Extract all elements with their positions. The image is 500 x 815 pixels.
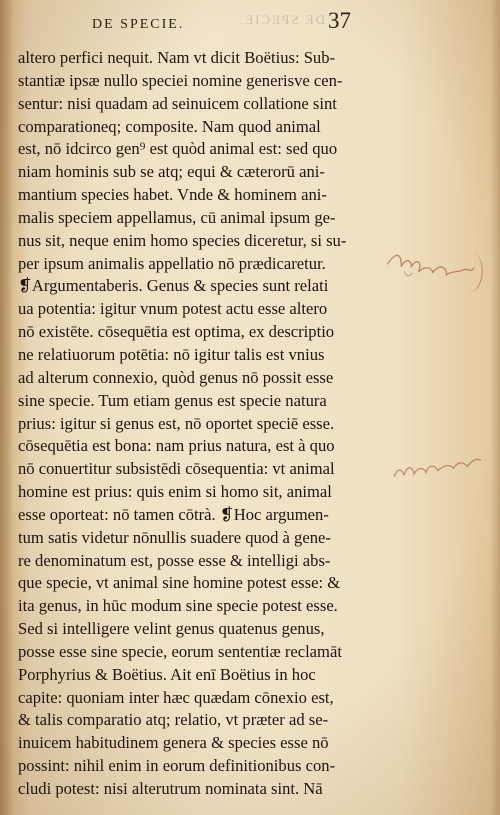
text-line: & talis comparatio atq; relatio, vt præter ad se- bbox=[18, 710, 329, 730]
page-header bbox=[0, 4, 500, 44]
text-line: inuicem habitudinem genera & species esse nō bbox=[18, 733, 329, 753]
text-line: stantiæ ipsæ nullo speciei nomine generisve cen- bbox=[18, 70, 343, 90]
text-line: capite: quoniam inter hæc quædam cōnexio est, bbox=[18, 687, 334, 707]
text-line: esse oporteat: nō tamen cōtrà. ❡Hoc argumen- bbox=[18, 504, 329, 524]
text-line: nō existēte. cōsequētia est optima, ex descriptio bbox=[18, 322, 335, 342]
text-line: altero perfici nequit. Nam vt dicit Boëtius: Sub- bbox=[18, 48, 336, 67]
text-line: malis speciem appellamus, cū animal ipsum ge- bbox=[18, 207, 336, 227]
margin-note-flourish bbox=[454, 250, 487, 294]
text-line: cōsequētia est bona: nam prius natura, est à quo bbox=[18, 436, 335, 456]
text-line: est, nō idcirco gen⁹ est quòd animal est: sed quo bbox=[18, 139, 338, 159]
text-line: tum satis videtur nōnullis suadere quod à gene- bbox=[18, 527, 331, 547]
text-line: homine est prius: quis enim si homo sit, animal bbox=[18, 482, 332, 502]
text-line: ua potentia: igitur vnum potest actu esse altero bbox=[18, 299, 328, 319]
text-line: nō conuertitur subsistēdi cōsequentia: vt animal bbox=[18, 459, 335, 479]
text-line: que specie, vt animal sine homine potest esse: & bbox=[18, 573, 341, 593]
text-line: ne relatiuorum potētia: nō igitur talis est vnius bbox=[18, 344, 325, 364]
page-edge-shadow bbox=[490, 0, 500, 815]
text-line: mantium species habet. Vnde & hominem ani- bbox=[18, 185, 327, 205]
handwritten-margin-note bbox=[390, 450, 484, 487]
text-line: prius: igitur si genus est, nō oportet speciē esse. bbox=[18, 413, 335, 433]
text-line: sine specie. Tum etiam genus est specie natura bbox=[18, 390, 327, 410]
text-line: sentur: nisi quadam ad seinuicem collatione sint bbox=[18, 93, 337, 113]
text-line: cludi potest: nisi alterutrum nominata sint. Nā bbox=[18, 779, 323, 798]
bleed-through-heading: DE SPECIE. bbox=[238, 12, 326, 27]
running-head: DE SPECIE. bbox=[92, 17, 185, 32]
binding-gutter-shadow bbox=[0, 0, 14, 815]
text-line: ita genus, in hūc modum sine specie potest esse. bbox=[18, 596, 338, 616]
text-line: niam hominis sub se atq; equi & cæterorū ani- bbox=[18, 162, 325, 182]
text-line: Porphyrius & Boëtius. Ait enī Boëtius in hoc bbox=[18, 664, 316, 684]
text-line: comparationeq; composite. Nam quod animal bbox=[18, 116, 321, 136]
text-line: ad alterum connexio, quòd genus nō possit esse bbox=[18, 367, 334, 387]
text-line: posse esse sine specie, eorum sententiæ reclamāt bbox=[18, 641, 342, 661]
text-line: ❡Argumentaberis. Genus & species sunt relati bbox=[18, 276, 329, 296]
page-number: 37 bbox=[328, 8, 351, 33]
text-line: per ipsum animalis appellatio nō prædicaretur. bbox=[18, 253, 326, 273]
body-text bbox=[18, 47, 376, 801]
text-line: nus sit, neque enim homo species diceretur, si su- bbox=[18, 230, 347, 250]
text-line: Sed si intelligere velint genus quatenus genus, bbox=[18, 619, 325, 639]
text-line: re denominatum est, posse esse & intelligi abs- bbox=[18, 550, 331, 570]
text-line: possint: nihil enim in eorum definitionibus con- bbox=[18, 756, 336, 776]
